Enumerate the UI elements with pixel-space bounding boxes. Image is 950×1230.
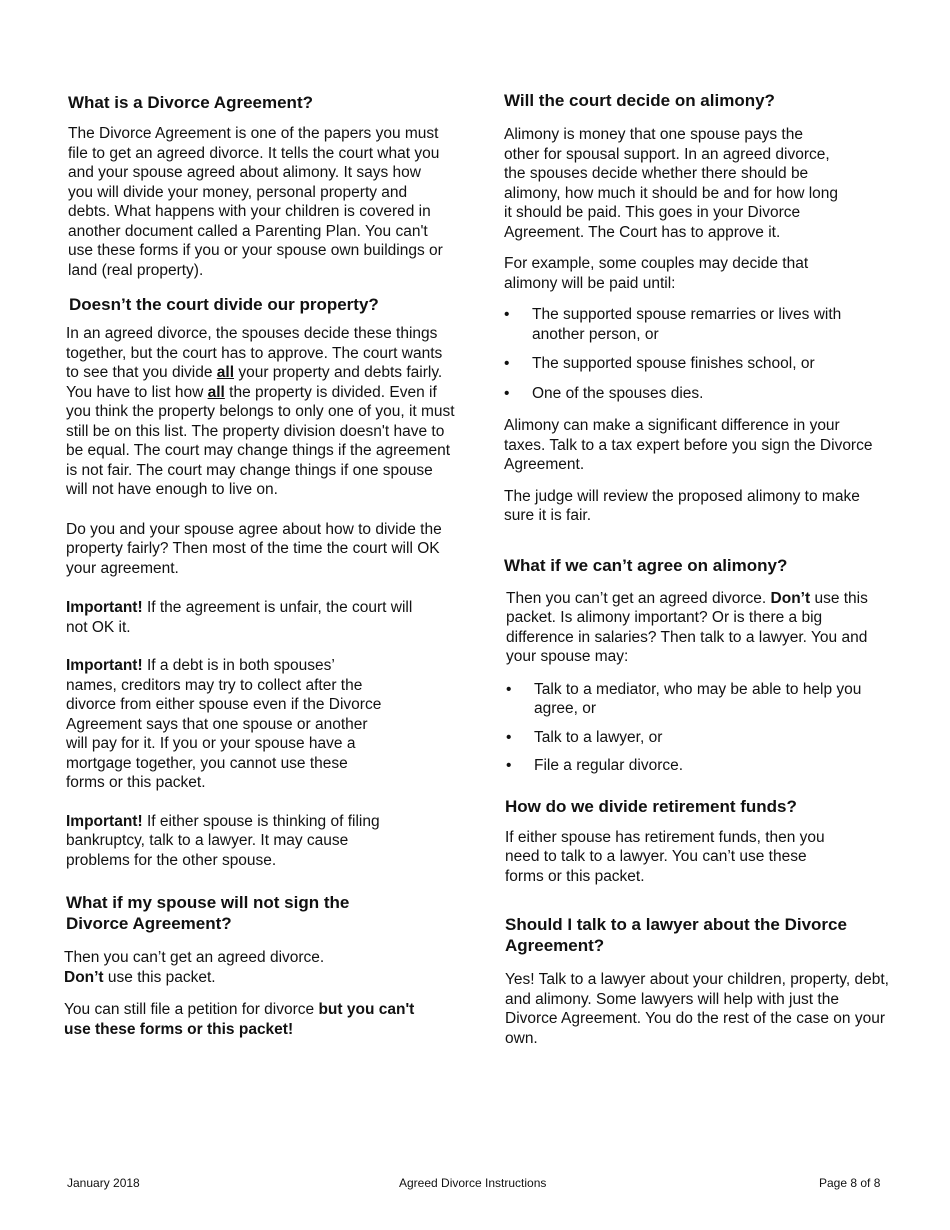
important-note-unfair: Important! If the agreement is unfair, the court will not OK it. — [66, 599, 413, 636]
list-item: • File a regular divorce. — [506, 756, 889, 776]
list-item: • The supported spouse remarries or lives with another person, or — [504, 305, 852, 344]
heading-court-divide-property: Doesn’t the court divide our property? — [69, 295, 379, 314]
paragraph-court-divide-property: In an agreed divorce, the spouses decide these things together, but the court has to approve. The court wants to see that you divide all your property and debts fairly. You have to list how all the property is divided. Even if you think the property belongs to only one of you, it must still be on this list. The property division doesn't have to be equal. The court may change things if the agreement is not fair. The court may change things if one spouse will not have enough to live on. — [66, 325, 455, 498]
footer-page-number: Page 8 of 8 — [819, 1176, 881, 1190]
important-note-debt: Important! If a debt is in both spouses’ names, creditors may try to collect after the divorce from either spouse even if the Divorce Agreement says that one spouse or another will pay for it. If you or your spouse have a mortgage together, you cannot use these forms or this packet. — [66, 657, 382, 791]
paragraph-alimony-definition: Alimony is money that one spouse pays the other for spousal support. In an agreed divorce, the spouses decide whether there should be alimony, how much it should be and for how long it should be paid. This goes in your Divorce Agreement. The Court has to approve it. — [504, 126, 839, 241]
paragraph-talk-lawyer: Yes! Talk to a lawyer about your children, property, debt, and alimony. Some lawyers will help with just the Divorce Agreement. You do the rest of the case on your own. — [505, 971, 889, 1047]
important-note-bankruptcy: Important! If either spouse is thinking of filing bankruptcy, talk to a lawyer. It may cause problems for the other spouse. — [66, 812, 380, 869]
heading-divorce-agreement: What is a Divorce Agreement? — [68, 93, 313, 112]
emphasis-all-2: all — [207, 383, 225, 401]
footer-date: January 2018 — [67, 1176, 140, 1190]
paragraph-alimony-taxes: Alimony can make a significant difference in your taxes. Talk to a tax expert before you sign the Divorce Agreement. — [504, 417, 873, 473]
paragraph-retirement-funds: If either spouse has retirement funds, then you need to talk to a lawyer. You can’t use these forms or this packet. — [505, 828, 825, 885]
heading-cant-agree-alimony: What if we can’t agree on alimony? — [504, 555, 788, 575]
heading-retirement-funds: How do we divide retirement funds? — [505, 796, 797, 816]
paragraph-divorce-agreement: The Divorce Agreement is one of the papers you must file to get an agreed divorce. It tells the court what you and your spouse agreed about alimony. It says how you will divide your money, personal property and debts. What happens with your children is covered in another document called a Parenting Plan. You can't use these forms if you or your spouse own buildings or land (real property). — [68, 125, 443, 279]
heading-talk-lawyer: Should I talk to a lawyer about the Divorce Agreement? — [505, 915, 847, 955]
paragraph-judge-review: The judge will review the proposed alimony to make sure it is fair. — [504, 487, 860, 524]
heading-alimony-decide: Will the court decide on alimony? — [504, 91, 775, 110]
paragraph-agree-divide: Do you and your spouse agree about how to divide the property fairly? Then most of the time the court will OK your agreement. — [66, 520, 442, 577]
list-item: • Talk to a lawyer, or — [506, 728, 889, 748]
paragraph-spouse-not-sign: Then you can’t get an agreed divorce. Don’t use this packet. — [64, 949, 325, 986]
list-item: • Talk to a mediator, who may be able to help you agree, or — [506, 680, 879, 719]
left-column — [66, 92, 460, 1039]
heading-spouse-not-sign: What if my spouse will not sign the Divorce Agreement? — [66, 893, 350, 933]
alimony-until-list — [504, 305, 889, 403]
alternatives-list — [506, 680, 889, 776]
right-column — [504, 90, 889, 1048]
footer-title: Agreed Divorce Instructions — [399, 1176, 547, 1190]
emphasis-all-1: all — [216, 364, 235, 381]
list-item: • The supported spouse finishes school, or — [504, 354, 889, 374]
paragraph-alimony-example: For example, some couples may decide that alimony will be paid until: — [504, 255, 809, 292]
list-item: • One of the spouses dies. — [504, 384, 889, 404]
paragraph-petition: You can still file a petition for divorce but you can't use these forms or this packet! — [64, 1001, 415, 1038]
paragraph-cant-agree-alimony: Then you can’t get an agreed divorce. Don’t use this packet. Is alimony important? Or is there a big difference in salaries? Then talk to a lawyer. You and your spouse may: — [506, 589, 868, 665]
